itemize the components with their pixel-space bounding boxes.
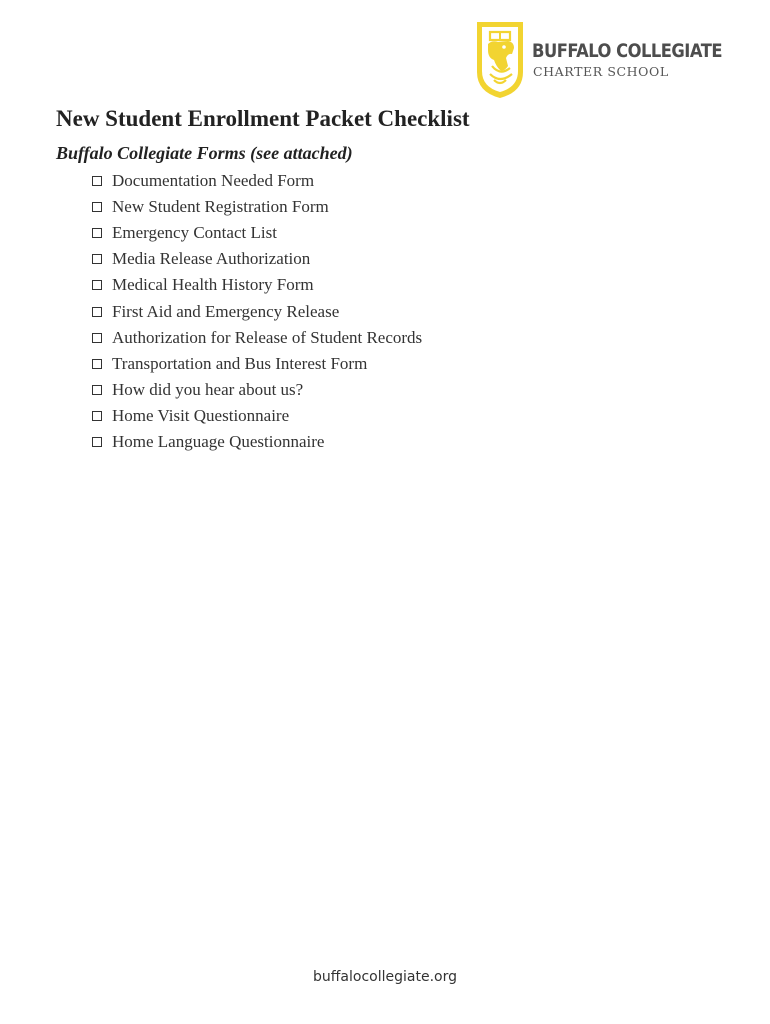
checklist-item-emergency-contact (92, 220, 422, 246)
checkbox-icon[interactable] (92, 280, 102, 290)
checklist-item-label: First Aid and Emergency Release (112, 301, 340, 321)
checklist-item-home-visit (92, 403, 422, 429)
logo-school-name: BUFFALO COLLEGIATE (532, 40, 722, 62)
checklist-item-label: Transportation and Bus Interest Form (112, 353, 368, 373)
checkbox-icon[interactable] (92, 385, 102, 395)
enrollment-checklist (92, 168, 422, 455)
checkbox-icon[interactable] (92, 176, 102, 186)
checklist-item-first-aid (92, 298, 422, 324)
checklist-item-label: Media Release Authorization (112, 249, 311, 269)
checklist-item-label: New Student Registration Form (112, 197, 329, 217)
checklist-item-label: Medical Health History Form (112, 275, 314, 295)
page-title: New Student Enrollment Packet Checklist (56, 106, 470, 131)
checkbox-icon[interactable] (92, 228, 102, 238)
checklist-item-records-release (92, 325, 422, 351)
checkbox-icon[interactable] (92, 359, 102, 369)
school-logo (474, 20, 722, 102)
checklist-item-media-release (92, 246, 422, 272)
buffalo-shield-emblem-icon (474, 20, 526, 100)
checklist-item-documentation-needed (92, 168, 422, 194)
checkbox-icon[interactable] (92, 254, 102, 264)
checklist-item-label: How did you hear about us? (112, 379, 304, 399)
checklist-item-label: Home Language Questionnaire (112, 431, 325, 451)
checklist-item-how-did-you-hear (92, 377, 422, 403)
checklist-item-label: Home Visit Questionnaire (112, 405, 290, 425)
checklist-item-transportation (92, 351, 422, 377)
checkbox-icon[interactable] (92, 202, 102, 212)
checklist-item-label: Authorization for Release of Student Records (112, 327, 423, 347)
checkbox-icon[interactable] (92, 307, 102, 317)
checklist-item-label: Documentation Needed Form (112, 171, 315, 191)
checklist-item-label: Emergency Contact List (112, 223, 277, 243)
checklist-item-medical-history (92, 272, 422, 298)
section-heading: Buffalo Collegiate Forms (see attached) (56, 143, 353, 163)
checklist-item-new-student-registration (92, 194, 422, 220)
checklist-item-home-language (92, 429, 422, 455)
footer-website: buffalocollegiate.org (313, 969, 457, 985)
logo-school-type: CHARTER SCHOOL (533, 64, 669, 79)
checkbox-icon[interactable] (92, 437, 102, 447)
checkbox-icon[interactable] (92, 333, 102, 343)
checkbox-icon[interactable] (92, 411, 102, 421)
